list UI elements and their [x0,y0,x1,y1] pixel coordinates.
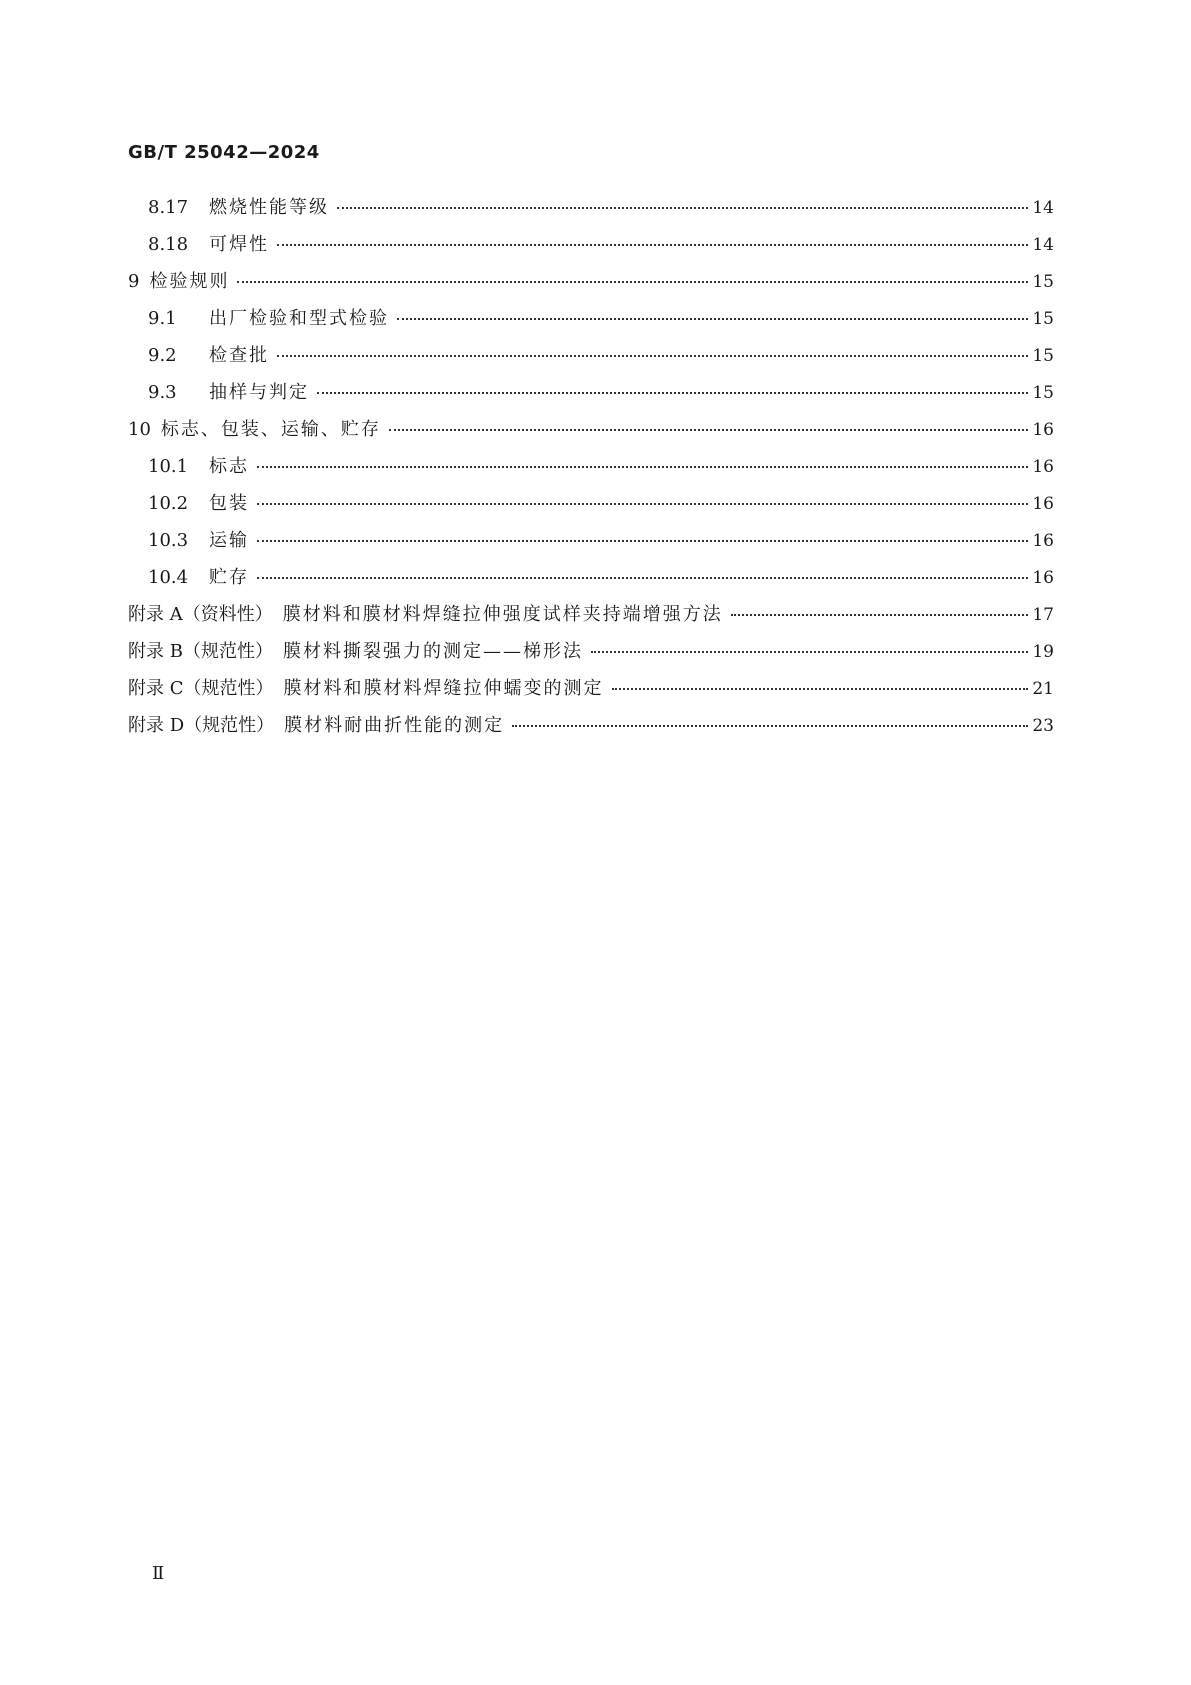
dot-leader [731,613,1029,616]
toc-entry-page: 16 [1032,531,1054,551]
toc-entry-page: 21 [1032,679,1054,699]
dot-leader [591,650,1028,653]
toc-entry-page: 16 [1032,494,1054,514]
toc-entry-page: 16 [1032,420,1054,440]
toc-entry[interactable] [128,378,1054,415]
dot-leader [277,354,1028,357]
toc-entry-page: 19 [1032,642,1054,662]
toc-entry-title: 膜材料和膜材料焊缝拉伸强度试样夹持端增强方法 [282,604,723,625]
toc-entry-number: 8.18 [148,234,189,255]
dot-leader [512,724,1028,727]
toc-entry-appendix[interactable] [128,674,1054,711]
toc-entry-title: 贮存 [209,567,249,588]
toc-entry-title: 膜材料撕裂强力的测定——梯形法 [282,641,583,662]
toc-entry-page: 16 [1032,457,1054,477]
toc-entry[interactable] [128,563,1054,600]
dot-leader [257,539,1028,542]
toc-entry-title: 膜材料耐曲折性能的测定 [284,715,505,736]
toc-entry[interactable] [128,452,1054,489]
toc-entry[interactable] [128,526,1054,563]
dot-leader [257,576,1028,579]
toc-entry-title: 检查批 [209,345,269,366]
dot-leader [612,687,1029,690]
page-number: Ⅱ [152,1563,166,1584]
toc-entry-number: 附录 A（资料性） [128,604,273,625]
toc-entry-number: 10.2 [148,493,189,514]
toc-entry-number: 10.3 [148,530,189,551]
dot-leader [317,391,1028,394]
toc-entry-title: 燃烧性能等级 [209,197,329,218]
toc-entry[interactable] [128,193,1054,230]
toc-entry-page: 15 [1032,309,1054,329]
toc-entry-appendix[interactable] [128,637,1054,674]
dot-leader [257,465,1028,468]
toc-entry-title: 可焊性 [209,234,269,255]
dot-leader [337,206,1028,209]
toc-entry-page: 16 [1032,568,1054,588]
toc-entry-appendix[interactable] [128,600,1054,637]
document-id: GB/T 25042—2024 [128,142,320,163]
toc-entry-page: 15 [1032,383,1054,403]
toc-entry-page: 15 [1032,272,1054,292]
toc-entry-title: 标志 [209,456,249,477]
toc-entry-page: 17 [1032,605,1054,625]
toc-entry-number: 附录 D（规范性） [128,715,275,736]
toc-entry-number: 附录 B（规范性） [128,641,273,662]
toc-entry-number: 9 [128,271,140,292]
toc-entry[interactable] [128,341,1054,378]
toc-entry-title: 出厂检验和型式检验 [209,308,389,329]
toc-entry-page: 23 [1032,716,1054,736]
toc-entry-title: 检验规则 [149,271,230,292]
toc-entry-title: 标志、包装、运输、贮存 [160,419,381,440]
toc-entry-number: 附录 C（规范性） [128,678,274,699]
toc-entry-number: 9.2 [148,345,177,366]
toc-entry[interactable] [128,230,1054,267]
toc-entry-number: 10.1 [148,456,189,477]
toc-entry[interactable] [128,489,1054,526]
toc-entry-number: 8.17 [148,197,189,218]
toc-entry-title: 包装 [209,493,249,514]
toc-entry-number: 9.3 [148,382,177,403]
dot-leader [237,280,1028,283]
toc-entry[interactable] [128,415,1054,452]
toc-entry-number: 9.1 [148,308,177,329]
toc-entry-appendix[interactable] [128,711,1054,748]
toc-entry-page: 14 [1032,198,1054,218]
toc-entry-number: 10.4 [148,567,189,588]
toc-entry-title: 抽样与判定 [209,382,309,403]
dot-leader [389,428,1028,431]
toc-entry-page: 14 [1032,235,1054,255]
dot-leader [397,317,1028,320]
toc-entry-title: 运输 [209,530,249,551]
dot-leader [257,502,1028,505]
table-of-contents [128,193,1054,748]
dot-leader [277,243,1028,246]
toc-entry[interactable] [128,267,1054,304]
toc-entry-number: 10 [128,419,151,440]
toc-entry-page: 15 [1032,346,1054,366]
toc-entry[interactable] [128,304,1054,341]
toc-entry-title: 膜材料和膜材料焊缝拉伸蠕变的测定 [283,678,604,699]
